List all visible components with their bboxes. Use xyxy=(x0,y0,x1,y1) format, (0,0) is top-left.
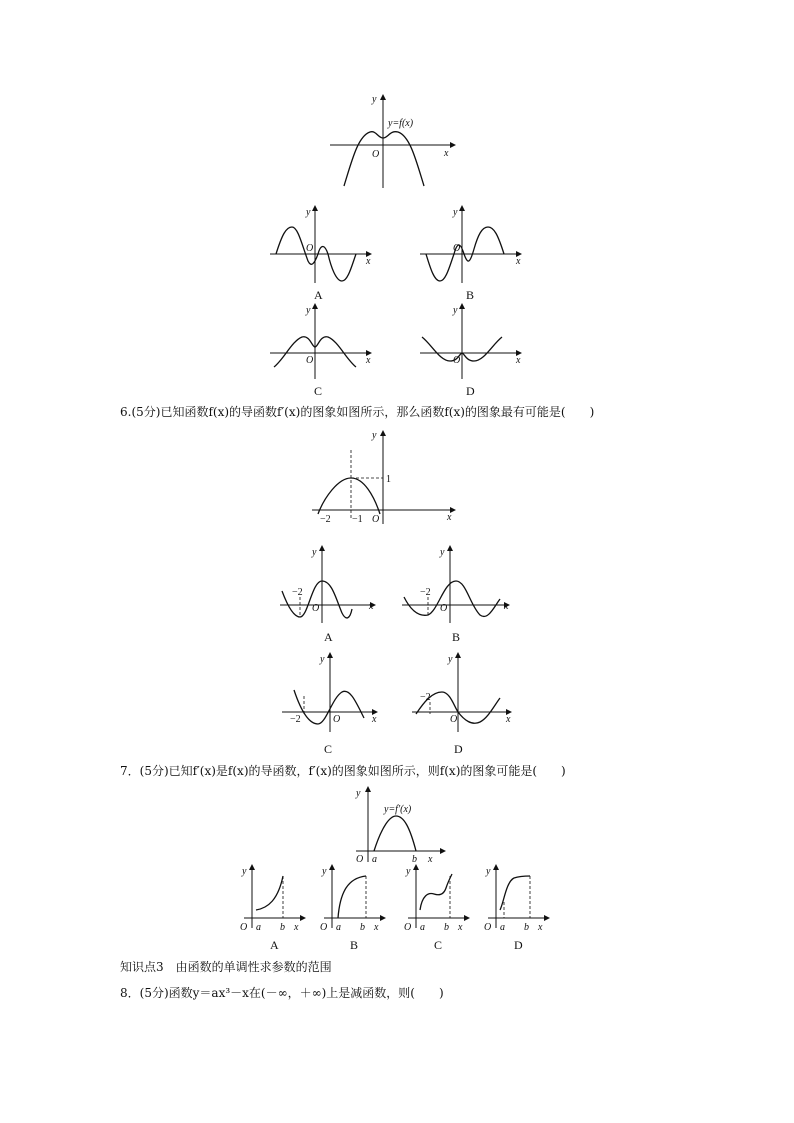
svg-text:x: x xyxy=(372,714,377,725)
x-axis-label: x xyxy=(444,148,449,159)
svg-text:O: O xyxy=(240,922,248,933)
q8-question: 8．(5分)函数y＝ax³－x在(－∞，＋∞)上是减函数，则( ) xyxy=(120,986,444,1000)
q6-option-d-graph xyxy=(410,652,520,734)
svg-text:y: y xyxy=(306,305,311,316)
svg-text:−2: −2 xyxy=(290,714,301,725)
svg-text:O: O xyxy=(453,355,461,366)
svg-text:a: a xyxy=(336,922,341,933)
svg-text:O: O xyxy=(404,922,412,933)
svg-text:b: b xyxy=(524,922,529,933)
svg-text:y: y xyxy=(406,866,411,877)
q6-option-b-label: B xyxy=(452,630,461,644)
q7-option-a-label: A xyxy=(270,938,279,952)
q7-derivative-graph xyxy=(348,786,448,866)
svg-text:−1: −1 xyxy=(352,514,363,525)
svg-text:y: y xyxy=(486,866,491,877)
svg-text:b: b xyxy=(280,922,285,933)
svg-text:−2: −2 xyxy=(420,692,431,703)
svg-text:a: a xyxy=(256,922,261,933)
q7-option-b-label: B xyxy=(350,938,359,952)
svg-text:x: x xyxy=(506,714,511,725)
svg-text:a: a xyxy=(420,922,425,933)
svg-text:O: O xyxy=(333,714,341,725)
section-title: 知识点3 由函数的单调性求参数的范围 xyxy=(120,960,332,974)
q7-option-d-graph xyxy=(482,862,554,936)
q7-option-c-graph xyxy=(402,862,474,936)
svg-text:y: y xyxy=(448,654,453,665)
q7-option-a-graph xyxy=(238,862,310,936)
svg-text:x: x xyxy=(516,256,521,267)
svg-text:b: b xyxy=(412,854,417,865)
svg-text:x: x xyxy=(504,601,509,612)
svg-text:y: y xyxy=(320,654,325,665)
svg-text:y: y xyxy=(322,866,327,877)
q5-option-b-graph xyxy=(418,205,528,285)
svg-text:a: a xyxy=(372,854,377,865)
q5-option-d-label: D xyxy=(466,384,475,398)
q6-option-b-graph xyxy=(400,545,520,627)
svg-text:O: O xyxy=(356,854,364,865)
f-curve xyxy=(344,132,424,186)
q7-option-d-label: D xyxy=(514,938,523,952)
svg-text:−2: −2 xyxy=(320,514,331,525)
svg-text:O: O xyxy=(306,355,314,366)
q5-option-b-label: B xyxy=(466,288,475,302)
y-axis-label: y xyxy=(372,94,377,105)
svg-text:x: x xyxy=(374,922,379,933)
svg-text:y=f′(x): y=f′(x) xyxy=(384,804,412,815)
q5-main-graph xyxy=(320,92,460,192)
svg-text:x: x xyxy=(369,601,374,612)
svg-text:x: x xyxy=(366,355,371,366)
q7-option-c-label: C xyxy=(434,938,443,952)
svg-text:O: O xyxy=(453,243,461,254)
q5-option-a-label: A xyxy=(314,288,323,302)
svg-text:O: O xyxy=(450,714,458,725)
svg-text:y: y xyxy=(306,207,311,218)
svg-text:y: y xyxy=(312,547,317,558)
svg-text:O: O xyxy=(484,922,492,933)
q5-option-d-graph xyxy=(418,303,528,381)
svg-text:x: x xyxy=(458,922,463,933)
svg-text:y: y xyxy=(440,547,445,558)
svg-text:x: x xyxy=(366,256,371,267)
svg-text:1: 1 xyxy=(386,474,391,485)
svg-text:−2: −2 xyxy=(292,587,303,598)
svg-text:x: x xyxy=(447,512,452,523)
svg-text:y: y xyxy=(453,305,458,316)
svg-text:O: O xyxy=(440,603,448,614)
svg-text:a: a xyxy=(500,922,505,933)
q6-option-a-label: A xyxy=(324,630,333,644)
q6-option-a-graph xyxy=(278,545,388,627)
q5-option-a-graph xyxy=(268,205,378,285)
origin-label: O xyxy=(372,149,380,160)
q5-option-c-label: C xyxy=(314,384,323,398)
q6-derivative-graph xyxy=(310,428,470,528)
svg-text:x: x xyxy=(428,854,433,865)
svg-text:O: O xyxy=(320,922,328,933)
q6-option-c-graph xyxy=(280,652,390,734)
q6-option-c-label: C xyxy=(324,742,333,756)
svg-text:b: b xyxy=(360,922,365,933)
svg-text:O: O xyxy=(372,514,380,525)
svg-text:y: y xyxy=(453,207,458,218)
curve-label: y=f(x) xyxy=(388,118,414,129)
svg-text:y: y xyxy=(372,430,377,441)
q5-option-c-graph xyxy=(268,303,378,381)
q6-question: 6.(5分)已知函数f(x)的导函数f′(x)的图象如图所示，那么函数f(x)的图象最有可能是( ) xyxy=(120,405,595,419)
q7-question: 7．(5分)已知f′(x)是f(x)的导函数，f′(x)的图象如图所示，则f(x)的图象可能是( ) xyxy=(120,764,566,778)
svg-text:O: O xyxy=(312,603,320,614)
svg-text:x: x xyxy=(516,355,521,366)
svg-text:O: O xyxy=(306,243,314,254)
svg-text:−2: −2 xyxy=(420,587,431,598)
svg-text:b: b xyxy=(444,922,449,933)
svg-text:y: y xyxy=(242,866,247,877)
svg-text:y: y xyxy=(356,788,361,799)
q6-option-d-label: D xyxy=(454,742,463,756)
q7-option-b-graph xyxy=(318,862,390,936)
svg-text:x: x xyxy=(538,922,543,933)
svg-text:x: x xyxy=(294,922,299,933)
